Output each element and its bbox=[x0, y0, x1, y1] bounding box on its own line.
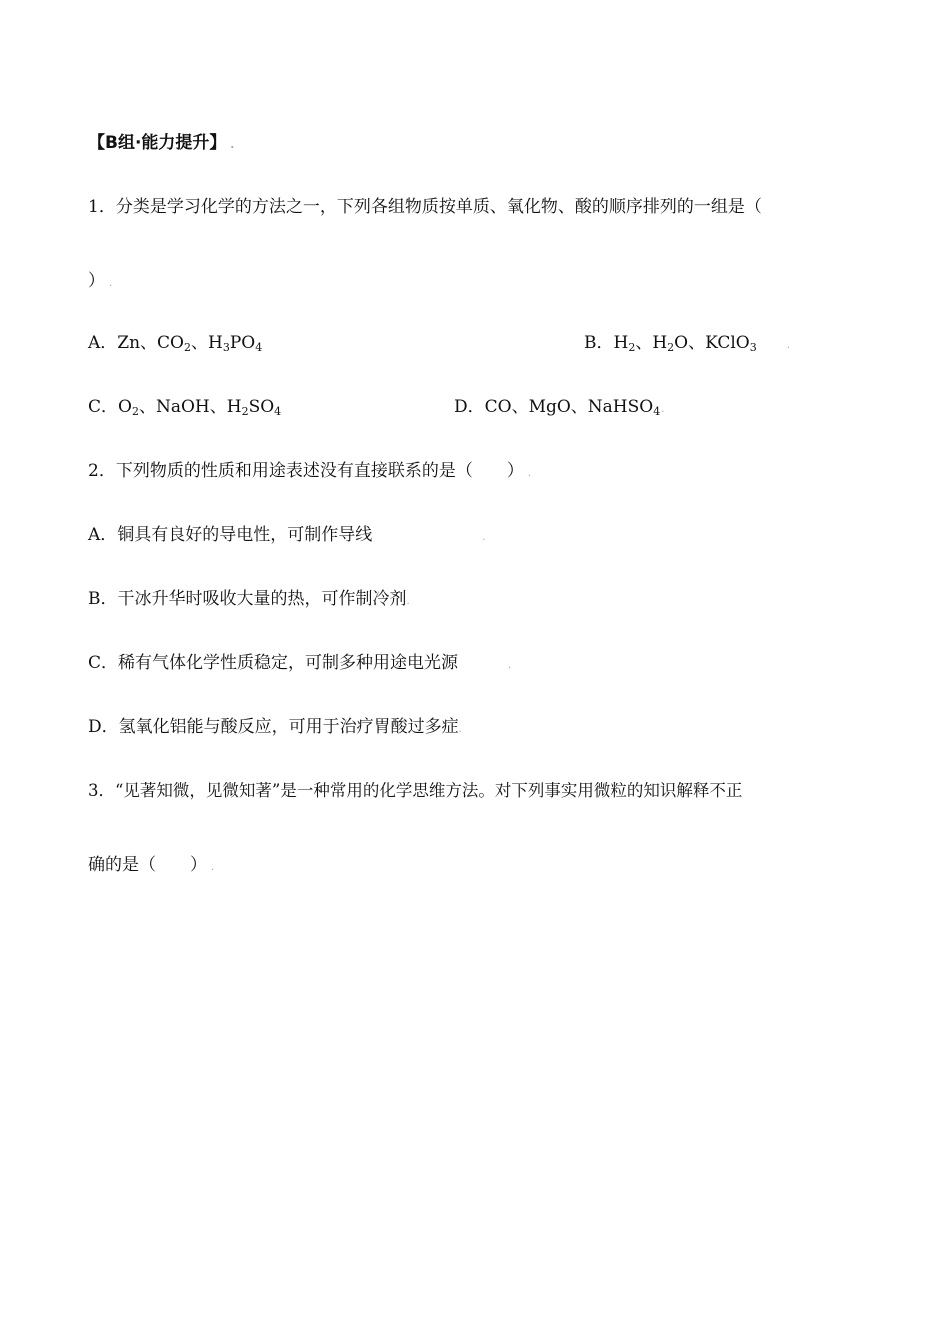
paragraph-mark: . bbox=[230, 140, 235, 151]
option-text: B．干冰升华时吸收大量的热，可作制冷剂 bbox=[88, 589, 407, 609]
subscript: 2 bbox=[131, 405, 139, 418]
option-text: D．氢氧化铝能与酸反应，可用于治疗胃酸过多症 bbox=[88, 717, 459, 737]
option-text: 、H bbox=[190, 333, 223, 353]
q1-option-b bbox=[584, 332, 790, 357]
option-text: PO bbox=[229, 333, 256, 353]
section-heading-text: 【B组·能力提升】 bbox=[88, 133, 227, 153]
q2-stem-text: 2．下列物质的性质和用途表述没有直接联系的是（ ） bbox=[88, 461, 524, 481]
q3-stem-text-2: 确的是（ ） bbox=[88, 855, 207, 875]
subscript: 3 bbox=[222, 341, 230, 354]
subscript: 2 bbox=[183, 341, 191, 354]
paragraph-mark: . bbox=[211, 862, 215, 873]
paragraph-mark: . bbox=[406, 596, 410, 607]
q1-option-a bbox=[88, 332, 262, 354]
subscript: 4 bbox=[274, 405, 282, 418]
subscript: 4 bbox=[255, 341, 263, 354]
q1-stem-text-2: ） bbox=[88, 271, 105, 291]
paragraph-mark: . bbox=[482, 532, 486, 543]
option-text: 、H bbox=[635, 333, 668, 353]
q1-stem-line2 bbox=[88, 270, 112, 295]
q2-stem bbox=[88, 460, 531, 485]
paragraph-mark: . bbox=[508, 660, 512, 671]
q2-option-a bbox=[88, 524, 485, 549]
q1-stem-text: 1．分类是学习化学的方法之一，下列各组物质按单质、氧化物、酸的顺序排列的一组是（ bbox=[88, 197, 762, 217]
paragraph-mark: . bbox=[458, 724, 462, 735]
q2-option-c bbox=[88, 652, 511, 677]
option-text: C．稀有气体化学性质稳定，可制多种用途电光源 bbox=[88, 653, 459, 673]
paragraph-mark: . bbox=[661, 404, 665, 415]
subscript: 2 bbox=[628, 341, 636, 354]
q3-stem-text: 3．“见著知微，见微知著”是一种常用的化学思维方法。对下列事实用微粒的知识解释不正 bbox=[88, 781, 743, 800]
paragraph-mark: . bbox=[109, 278, 113, 289]
option-text: O、KClO bbox=[674, 333, 750, 353]
q3-stem-line1 bbox=[88, 780, 742, 802]
q2-option-d bbox=[88, 716, 462, 741]
q2-option-b bbox=[88, 588, 410, 613]
option-text: C．O bbox=[88, 397, 132, 417]
paragraph-mark: . bbox=[527, 468, 532, 479]
subscript: 3 bbox=[749, 341, 757, 354]
q3-stem-line2 bbox=[88, 854, 214, 879]
option-text: A．Zn、CO bbox=[88, 333, 184, 353]
subscript: 2 bbox=[667, 341, 675, 354]
option-text: SO bbox=[248, 397, 275, 417]
option-text: B．H bbox=[584, 333, 629, 353]
option-text: D．CO、MgO、NaHSO bbox=[454, 397, 654, 417]
q1-stem-line1 bbox=[88, 196, 762, 218]
option-text: A．铜具有良好的导电性，可制作导线 bbox=[88, 525, 373, 545]
subscript: 4 bbox=[653, 405, 661, 418]
subscript: 2 bbox=[241, 405, 249, 418]
paragraph-mark: . bbox=[786, 340, 790, 351]
q1-option-c bbox=[88, 396, 281, 418]
section-heading bbox=[88, 132, 234, 157]
option-text: 、NaOH、H bbox=[138, 397, 242, 417]
q1-option-d bbox=[454, 396, 664, 421]
